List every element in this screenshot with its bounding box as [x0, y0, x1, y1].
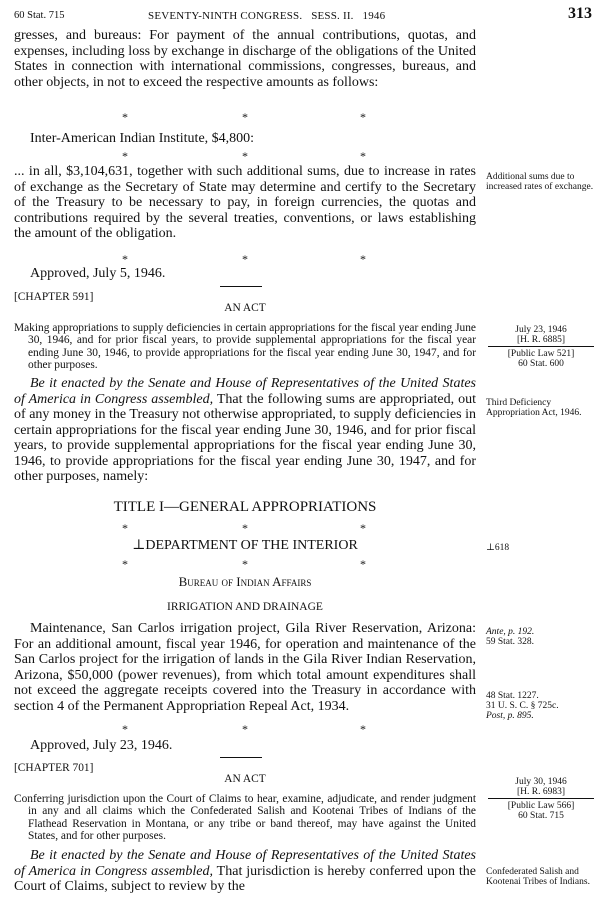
star: * [360, 110, 366, 124]
paragraph-san-carlos [14, 621, 476, 714]
enacting-formula: Be it enacted by the Senate and House of Representatives of the United States of America in Congress assembled, [14, 376, 476, 407]
star: * [360, 521, 366, 535]
header-session: SESS. II. [311, 10, 354, 22]
star: * [242, 722, 248, 736]
enacting-text: That the following sums are appropriated, out of any money in the Treasury not otherwise appropriated, to supply deficiencies in certain appropriations for the fiscal year ending June 30, 1946, and for prior fiscal years, to provide supplemental appropriations for the fiscal year ending June 30, 1946, to provide appropriations for the fiscal year ending June 30, 1947, and for other purposes, namely: [14, 391, 477, 484]
institute-line: Inter-American Indian Institute, $4,800: [30, 131, 255, 146]
margin-public-law-1: [Public Law 521] [507, 349, 575, 359]
star: * [122, 149, 128, 163]
margin-public-law-2: [Public Law 566] [507, 801, 575, 811]
star: * [360, 149, 366, 163]
act-title-701 [14, 793, 476, 843]
an-act-heading: AN ACT [224, 773, 266, 785]
page-number: 313 [568, 5, 592, 22]
margin-ante-text: Ante, p. 192. [486, 627, 535, 637]
margin-note-salish-kootenai: Confederated Salish and Kootenai Tribes of Indians. [486, 867, 590, 888]
paragraph-text: Maintenance, San Carlos irrigation project, Gila River Reservation, Arizona: For an additional amount, fiscal year 1946, for operation and maintenance of the San Carlos project for the irrigation of lands in the Gila River Indian Reservation, Arizona, $50,000 (power revenues), from which total amount expenditures shall not exceed the aggregate receipts covered into the Treasury in accordance with section 4 of the Permanent Appropriation Repeal Act, 1934. [14, 621, 476, 714]
act-title-text: Conferring jurisdiction upon the Court of Claims to hear, examine, adjudicate, and render judgment in any and all claims which the Confederated Salish and Kootenai Tribes of Indians of the Flathead Reservation in Montana, or any tribe or band thereof, may have against the United States, and for other purposes. [14, 793, 476, 843]
margin-bill-2: [H. R. 6983] [516, 787, 566, 797]
header-congress: SEVENTY-NINTH CONGRESS. [148, 10, 303, 22]
margin-stat-2: 60 Stat. 715 [518, 811, 564, 821]
enacting-formula: Be it enacted by the Senate and House of Representatives of the United States of America in Congress assembled, [14, 848, 476, 879]
star: * [122, 521, 128, 535]
margin-note-deficiency-act: Third Deficiency Appropriation Act, 1946. [486, 398, 582, 419]
margin-stat-48: 48 Stat. 1227. [486, 691, 539, 701]
title-heading: TITLE I—GENERAL APPROPRIATIONS [113, 499, 377, 515]
chapter-591: [CHAPTER 591] [14, 291, 94, 303]
an-act-heading: AN ACT [224, 302, 266, 314]
margin-usc: 31 U. S. C. § 725c. [486, 701, 559, 711]
margin-stat-1: 60 Stat. 600 [518, 359, 564, 369]
star: * [122, 110, 128, 124]
enacting-clause-591 [14, 376, 476, 485]
margin-stat-59: 59 Stat. 328. [486, 637, 535, 647]
approved-date-2: Approved, July 23, 1946. [30, 738, 173, 753]
star: * [122, 722, 128, 736]
star: * [122, 557, 128, 571]
bureau-heading: Bureau of Indian Affairs [178, 574, 312, 589]
approved-date-1: Approved, July 5, 1946. [30, 266, 166, 281]
star: * [360, 722, 366, 736]
margin-ante [486, 627, 596, 637]
margin-post: Post, p. 895. [486, 711, 534, 721]
margin-divider [488, 798, 594, 799]
margin-divider [488, 346, 594, 347]
star: * [242, 110, 248, 124]
paragraph-exchange [14, 164, 476, 242]
enacting-text: That jurisdiction is hereby conferred upon the Court of Claims, subject to review by the [14, 863, 477, 894]
paragraph-text: gresses, and bureaus: For payment of the annual contributions, quotas, and expenses, including loss by exchange in discharge of the obligations of the United States in connection with international commissions, congresses, bureaus, and other objects, in not to exceed the respective amounts as follows: [14, 28, 476, 90]
header-year: 1946 [362, 10, 386, 22]
enacting-clause-701 [14, 848, 476, 895]
divider [220, 286, 262, 287]
margin-bill-1: [H. R. 6885] [516, 335, 566, 345]
star: * [360, 557, 366, 571]
margin-note-exchange: Additional sums due to increased rates of exchange. [486, 172, 594, 193]
star: * [122, 252, 128, 266]
margin-date-1: July 23, 1946 [515, 325, 567, 335]
star: * [242, 149, 248, 163]
department-heading: ⊥DEPARTMENT OF THE INTERIOR [132, 538, 358, 553]
star: * [360, 252, 366, 266]
star: * [242, 252, 248, 266]
chapter-701: [CHAPTER 701] [14, 762, 94, 774]
act-title-text: Making appropriations to supply deficiencies in certain appropriations for the fiscal year ending June 30, 1946, and for prior fiscal years, to provide supplemental appropriations for the fiscal year ending June 30, 1946, to provide appropriations for the fiscal year ending June 30, 1947, and for other purposes. [14, 322, 476, 372]
header-running-title [148, 10, 385, 22]
star: * [242, 557, 248, 571]
header-stat-ref: 60 Stat. 715 [14, 10, 65, 21]
paragraph-text: ... in all, $3,104,631, together with such additional sums, due to increase in rates of exchange as the Secretary of State may determine and certify to the Secretary of the Treasury to be necessary to pay, in foreign currencies, the quotas and contributions required by the several treaties, conventions, or laws establishing the amount of the obligation. [14, 164, 476, 241]
paragraph-contributions [14, 28, 476, 90]
margin-ref-618: ⊥618 [486, 543, 510, 553]
irrigation-heading: IRRIGATION AND DRAINAGE [167, 601, 323, 613]
divider [220, 757, 262, 758]
act-title-591 [14, 322, 476, 372]
margin-date-2: July 30, 1946 [515, 777, 567, 787]
star: * [242, 521, 248, 535]
